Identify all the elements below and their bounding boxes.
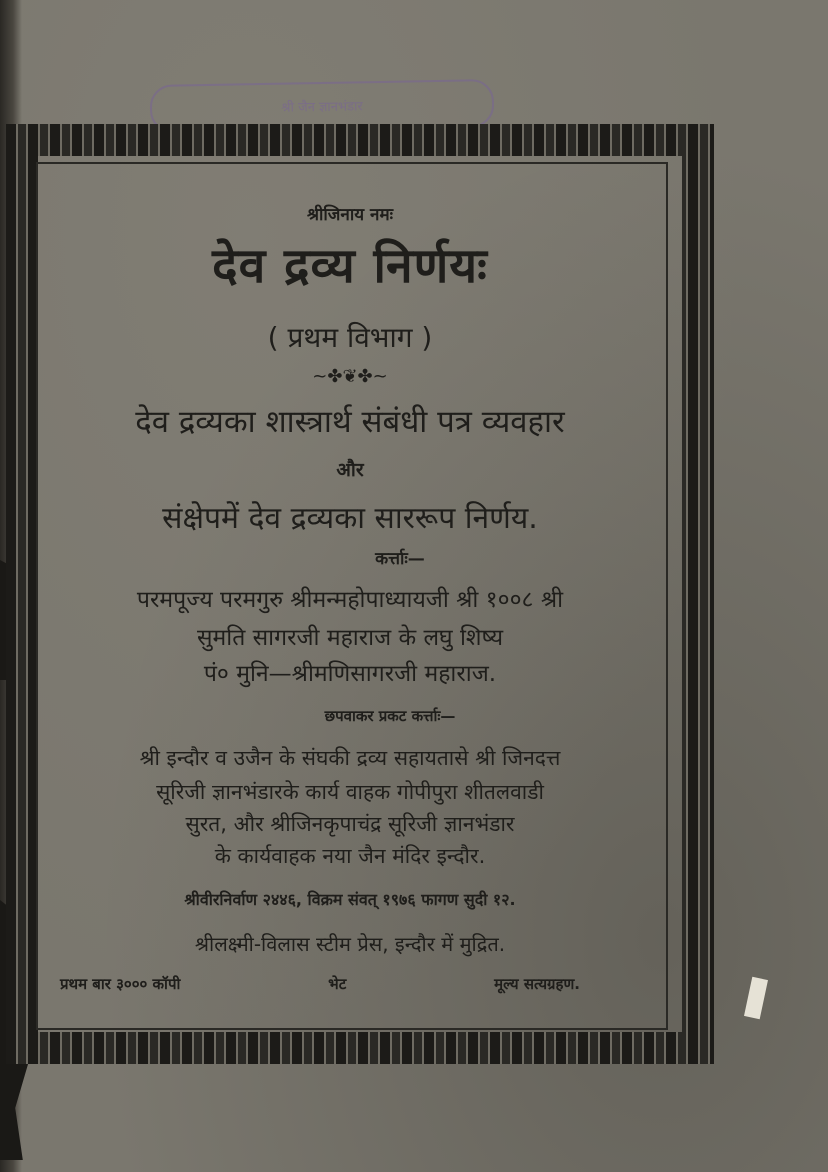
publisher-line-2: सूरिजी ज्ञानभंडारके कार्य वाहक गोपीपुरा शीतलवाडी [156, 780, 544, 804]
author-label: कर्त्ताः— [375, 549, 425, 569]
edition-row [60, 974, 580, 994]
author-line-1: परमपूज्य परमगुरु श्रीमन्महोपाध्यायजी श्री १००८ श्री [136, 587, 564, 613]
publisher-line-3: सुरत, और श्रीजिनकृपाचंद्र सूरिजी ज्ञानभंडार [185, 812, 515, 836]
subtitle-line-1: देव द्रव्यका शास्त्रार्थ संबंधी पत्र व्यवहार [135, 404, 565, 440]
invocation: श्रीजिनाय नमः [306, 205, 394, 225]
part-label: ( प्रथम विभाग ) [267, 321, 433, 354]
author-line-2: सुमति सागरजी महाराज के लघु शिष्य [196, 625, 504, 651]
printer-line: श्रीलक्ष्मी-विलास स्टीम प्रेस, इन्दौर में मुद्रित. [194, 932, 506, 956]
gift-label: भेट [328, 975, 347, 993]
publisher-label: छपवाकर प्रकट कर्त्ताः— [324, 707, 456, 725]
subtitle-conjunction: और [336, 459, 364, 481]
ornament-divider: ~✤❦✤~ [312, 366, 388, 387]
price-info: मूल्य सत्यग्रहण. [494, 975, 580, 993]
edition-info: प्रथम बार ३००० कॉपी [60, 975, 181, 993]
publication-date: श्रीवीरनिर्वाण २४४६, विक्रम संवत् १९७६ फागण सुदी १२. [184, 890, 516, 909]
stamp-text: श्री जैन ज्ञानभंडार [281, 99, 363, 116]
subtitle-line-2: संक्षेपमें देव द्रव्यका साररूप निर्णय. [162, 501, 538, 536]
publisher-line-4: के कार्यवाहक नया जैन मंदिर इन्दौर. [214, 844, 486, 868]
paper-scrap [744, 977, 768, 1019]
publisher-line-1: श्री इन्दौर व उजैन के संघकी द्रव्य सहायतासे श्री जिनदत्त [139, 746, 561, 770]
author-line-3: पं० मुनि—श्रीमणिसागरजी महाराज. [203, 661, 497, 687]
book-title: देव द्रव्य निर्णयः [212, 238, 488, 294]
